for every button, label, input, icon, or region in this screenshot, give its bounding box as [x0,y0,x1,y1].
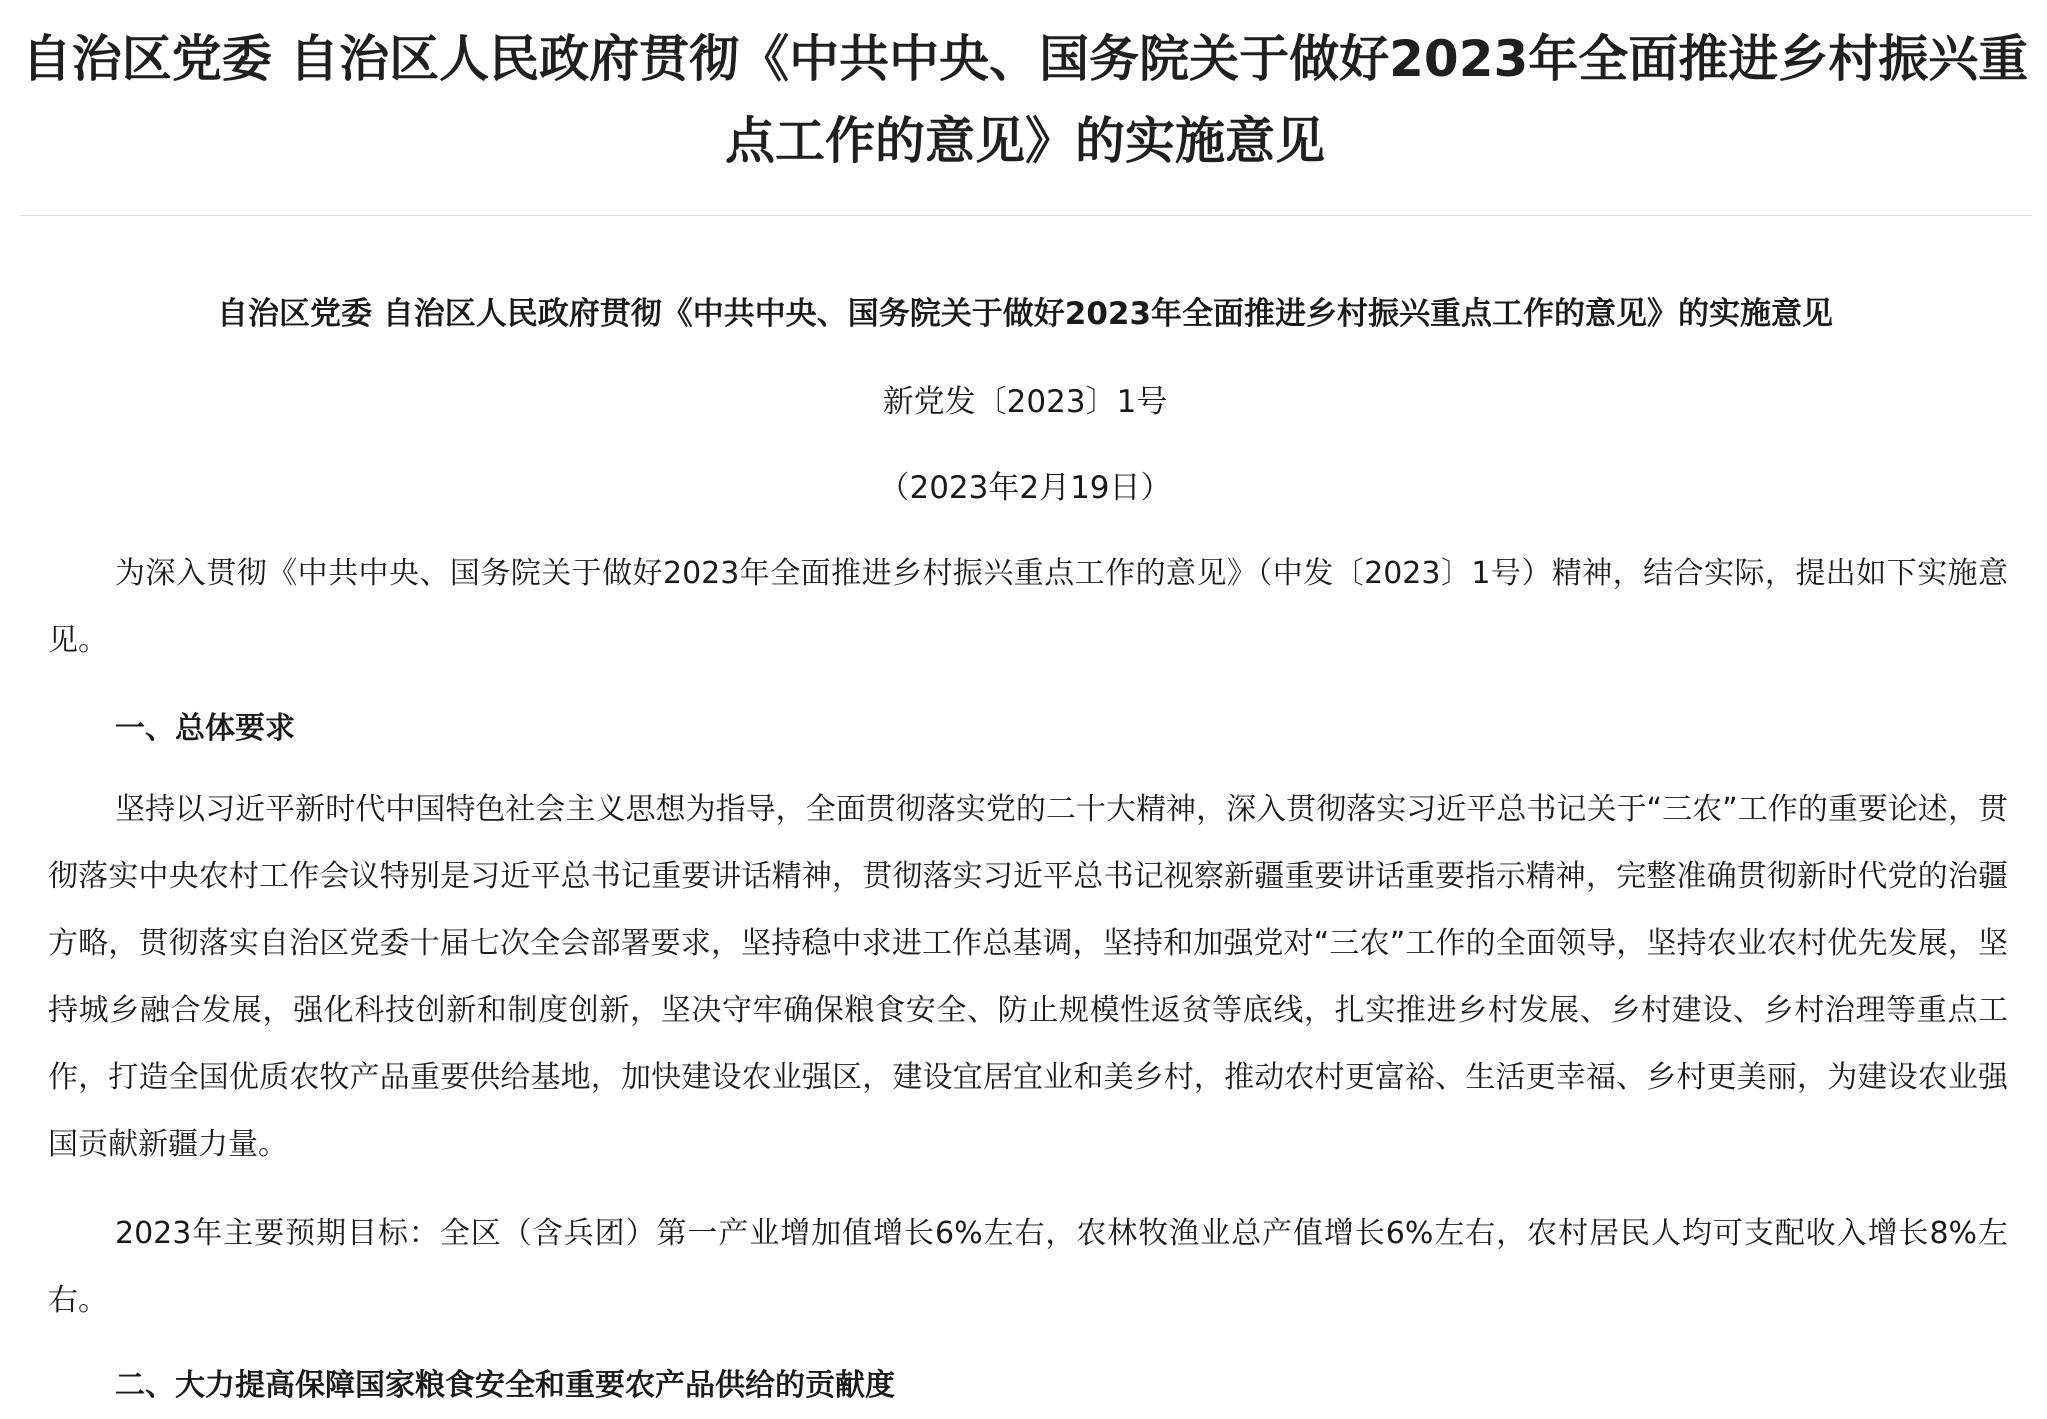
page-title: 自治区党委 自治区人民政府贯彻《中共中央、国务院关于做好2023年全面推进乡村振兴重点工作的意见》的实施意见 [21,30,2029,170]
document-number: 新党发〔2023〕1号 [882,384,1168,420]
intro-paragraph: 为深入贯彻《中共中央、国务院关于做好2023年全面推进乡村振兴重点工作的意见》（中发〔2023〕1号）精神，结合实际，提出如下实施意见。 [48,556,2008,658]
section-heading-2: 二、大力提高保障国家粮食安全和重要农产品供给的贡献度 [115,1368,895,1403]
title-divider [20,215,2032,216]
section-1-paragraph-2: 2023年主要预期目标：全区（含兵团）第一产业增加值增长6%左右，农林牧渔业总产值增长6%左右，农村居民人均可支配收入增长8%左右。 [48,1216,2008,1318]
document-heading: 自治区党委 自治区人民政府贯彻《中共中央、国务院关于做好2023年全面推进乡村振兴重点工作的意见》的实施意见 [216,296,1834,332]
document-date: （2023年2月19日） [878,470,1172,506]
section-heading-1: 一、总体要求 [115,711,295,746]
section-1-paragraph-1: 坚持以习近平新时代中国特色社会主义思想为指导，全面贯彻落实党的二十大精神，深入贯彻落实习近平总书记关于“三农”工作的重要论述，贯彻落实中央农村工作会议特别是习近平总书记重要讲话精神，贯彻落实习近平总书记视察新疆重要讲话重要指示精神，完整准确贯彻新时代党的治疆方略，贯彻落实自治区党委十届七次全会部署要求，坚持稳中求进工作总基调，坚持和加强党对“三农”工作的全面领导，坚持农业农村优先发展，坚持城乡融合发展，强化科技创新和制度创新，坚决守牢确保粮食安全、防止规模性返贫等底线，扎实推进乡村发展、乡村建设、乡村治理等重点工作，打造全国优质农牧产品重要供给基地，加快建设农业强区，建设宜居宜业和美乡村，推动农村更富裕、生活更幸福、乡村更美丽，为建设农业强国贡献新疆力量。 [48,792,2008,1162]
